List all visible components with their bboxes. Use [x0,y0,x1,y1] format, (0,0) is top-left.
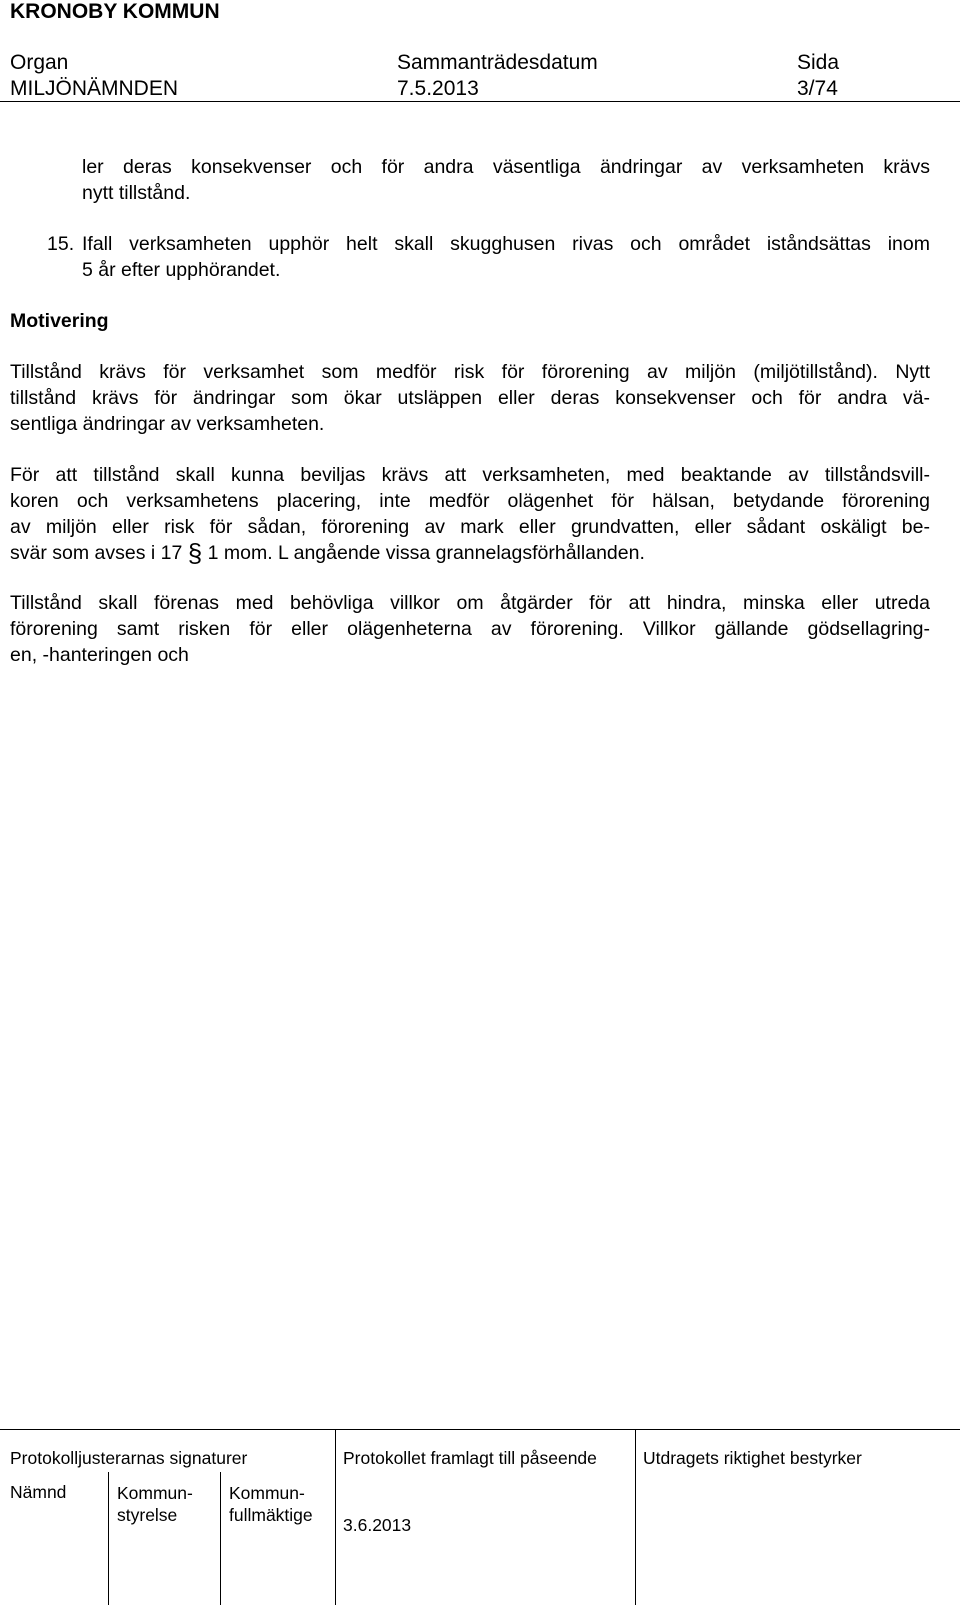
paragraph-1-line-2: tillstånd krävs för ändringar som ökar utsläppen eller deras konsekvenser och för andra vä- [10,387,930,409]
footer-rule [0,1429,960,1430]
fullmaktige-line-1: Kommun- [229,1483,305,1503]
paragraph-2-line-4 [10,540,930,566]
styrelse-label [117,1482,193,1526]
date-label: Sammanträdesdatum [397,51,598,74]
footer-divider-namnd [108,1472,109,1605]
item-15-text [82,231,930,283]
presented-date: 3.6.2013 [343,1515,412,1535]
item-15-number: 15. [47,233,75,255]
paragraph-1 [10,359,930,437]
paragraph-3-line-3: en, -hanteringen och [10,644,189,666]
header-rule [0,101,960,102]
page-label: Sida [797,51,840,74]
paragraph-3-line-2: förorening samt risken för eller olägenheterna av förorening. Villkor gällande gödsellagring- [10,618,930,640]
styrelse-line-2: styrelse [117,1505,178,1525]
fullmaktige-line-2: fullmäktige [229,1505,313,1525]
paragraph-2-line-2: koren och verksamhetens placering, inte medför olägenhet för hälsan, betydande förorening [10,490,930,512]
paragraph-3-line-1: Tillstånd skall förenas med behövliga villkor om åtgärder för att hindra, minska eller utreda [10,592,930,614]
paragraph-2-line-4-end: 1 mom. L angående vissa grannelagsförhållanden. [207,542,645,564]
organ-value: MILJÖNÄMNDEN [10,77,179,100]
paragraph-2-line-3: av miljön eller risk för sådan, förorening av mark eller grundvatten, eller sådant oskäligt be- [10,516,930,538]
continued-line-1: ler deras konsekvenser och för andra väsentliga ändringar av verksamheten krävs [82,156,930,178]
continued-line-2: nytt tillstånd. [82,182,191,204]
presented-label: Protokollet framlagt till påseende [343,1448,597,1468]
certified-label: Utdragets riktighet bestyrker [643,1448,862,1468]
date-value: 7.5.2013 [397,77,479,100]
styrelse-line-1: Kommun- [117,1483,193,1503]
signatures-label: Protokolljusterarnas signaturer [10,1448,248,1468]
page-value: 3/74 [797,77,838,100]
paragraph-1-line-1: Tillstånd krävs för verksamhet som medför risk för förorening av miljön (miljötillstånd). Nytt [10,361,930,383]
motivering-heading: Motivering [10,310,109,332]
municipality-name: KRONOBY KOMMUN [10,0,220,23]
paragraph-2 [10,462,930,566]
footer-divider-2 [635,1429,636,1605]
fullmaktige-label [229,1482,313,1526]
paragraph-1-line-3: sentliga ändringar av verksamheten. [10,413,325,435]
section-sign: § [187,538,203,568]
namnd-label: Nämnd [10,1482,67,1502]
item-15-line-1: Ifall verksamheten upphör helt skall skugghusen rivas och området iståndsättas inom [82,233,930,255]
paragraph-3 [10,590,930,668]
paragraph-2-line-1: För att tillstånd skall kunna beviljas krävs att verksamheten, med beaktande av tillståndsvill- [10,464,930,486]
footer-divider-1 [335,1429,336,1605]
item-15-line-2: 5 år efter upphörandet. [82,259,281,281]
paragraph-2-line-4-start: svär som avses i 17 [10,542,183,564]
continued-text [82,154,930,206]
organ-label: Organ [10,51,69,74]
footer-divider-styrelse [220,1472,221,1605]
